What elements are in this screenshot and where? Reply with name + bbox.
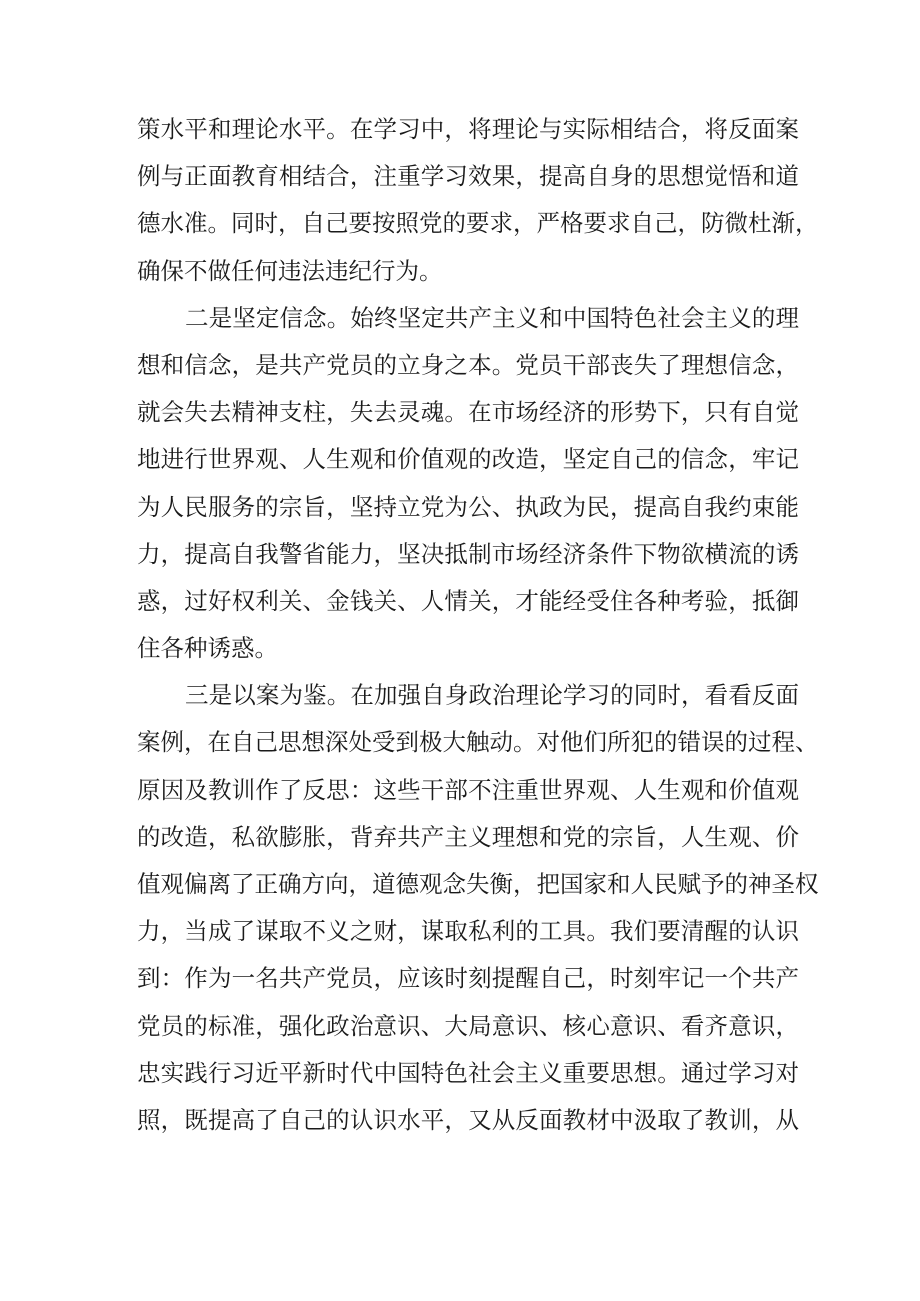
paragraph-3-line-3: 原因及教训作了反思：这些干部不注重世界观、人生观和价值观 [137,775,799,804]
paragraph-2-line-7: 惑，过好权利关、金钱关、人情关，才能经受住各种考验，抵御 [137,586,799,615]
paragraph-3-line-1: 三是以案为鉴。在加强自身政治理论学习的同时，看看反面 [185,681,799,710]
paragraph-2-line-6: 力，提高自我警省能力，坚决抵制市场经济条件下物欲横流的诱 [137,539,799,568]
paragraph-2-line-1: 二是坚定信念。始终坚定共产主义和中国特色社会主义的理 [185,303,799,332]
paragraph-2-line-8: 住各种诱惑。 [137,634,278,663]
paragraph-3-line-7: 到：作为一名共产党员，应该时刻提醒自己，时刻牢记一个共产 [137,964,799,993]
paragraph-2-line-5: 为人民服务的宗旨，坚持立党为公、执政为民，提高自我约束能 [137,492,799,521]
paragraph-2-line-3: 就会失去精神支柱，失去灵魂。在市场经济的形势下，只有自觉 [137,398,799,427]
paragraph-2-line-2: 想和信念，是共产党员的立身之本。党员干部丧失了理想信念， [137,350,799,379]
paragraph-1-line-4: 确保不做任何违法违纪行为。 [137,256,443,285]
paragraph-3-line-2: 案例，在自己思想深处受到极大触动。对他们所犯的错误的过程、 [137,728,819,757]
paragraph-3-line-9: 忠实践行习近平新时代中国特色社会主义重要思想。通过学习对 [137,1058,799,1087]
paragraph-3-line-5: 值观偏离了正确方向，道德观念失衡，把国家和人民赋予的神圣权 [137,870,819,898]
paragraph-2-line-4: 地进行世界观、人生观和价值观的改造，坚定自己的信念，牢记 [137,445,799,474]
document-body [137,106,819,1144]
paragraph-1-line-3: 德水准。同时，自己要按照党的要求，严格要求自己，防微杜渐， [137,209,819,238]
paragraph-3-line-6: 力，当成了谋取不义之财，谋取私利的工具。我们要清醒的认识 [137,917,799,946]
paragraph-1-line-1: 策水平和理论水平。在学习中，将理论与实际相结合，将反面案 [137,115,799,143]
paragraph-3-line-8: 党员的标准，强化政治意识、大局意识、核心意识、看齐意识， [137,1011,799,1040]
paragraph-3-line-10: 照，既提高了自己的认识水平，又从反面教材中汲取了教训，从 [137,1105,799,1134]
paragraph-3-line-4: 的改造，私欲膨胀，背弃共产主义理想和党的宗旨，人生观、价 [137,822,799,851]
paragraph-1-line-2: 例与正面教育相结合，注重学习效果，提高自身的思想觉悟和道 [137,162,799,191]
